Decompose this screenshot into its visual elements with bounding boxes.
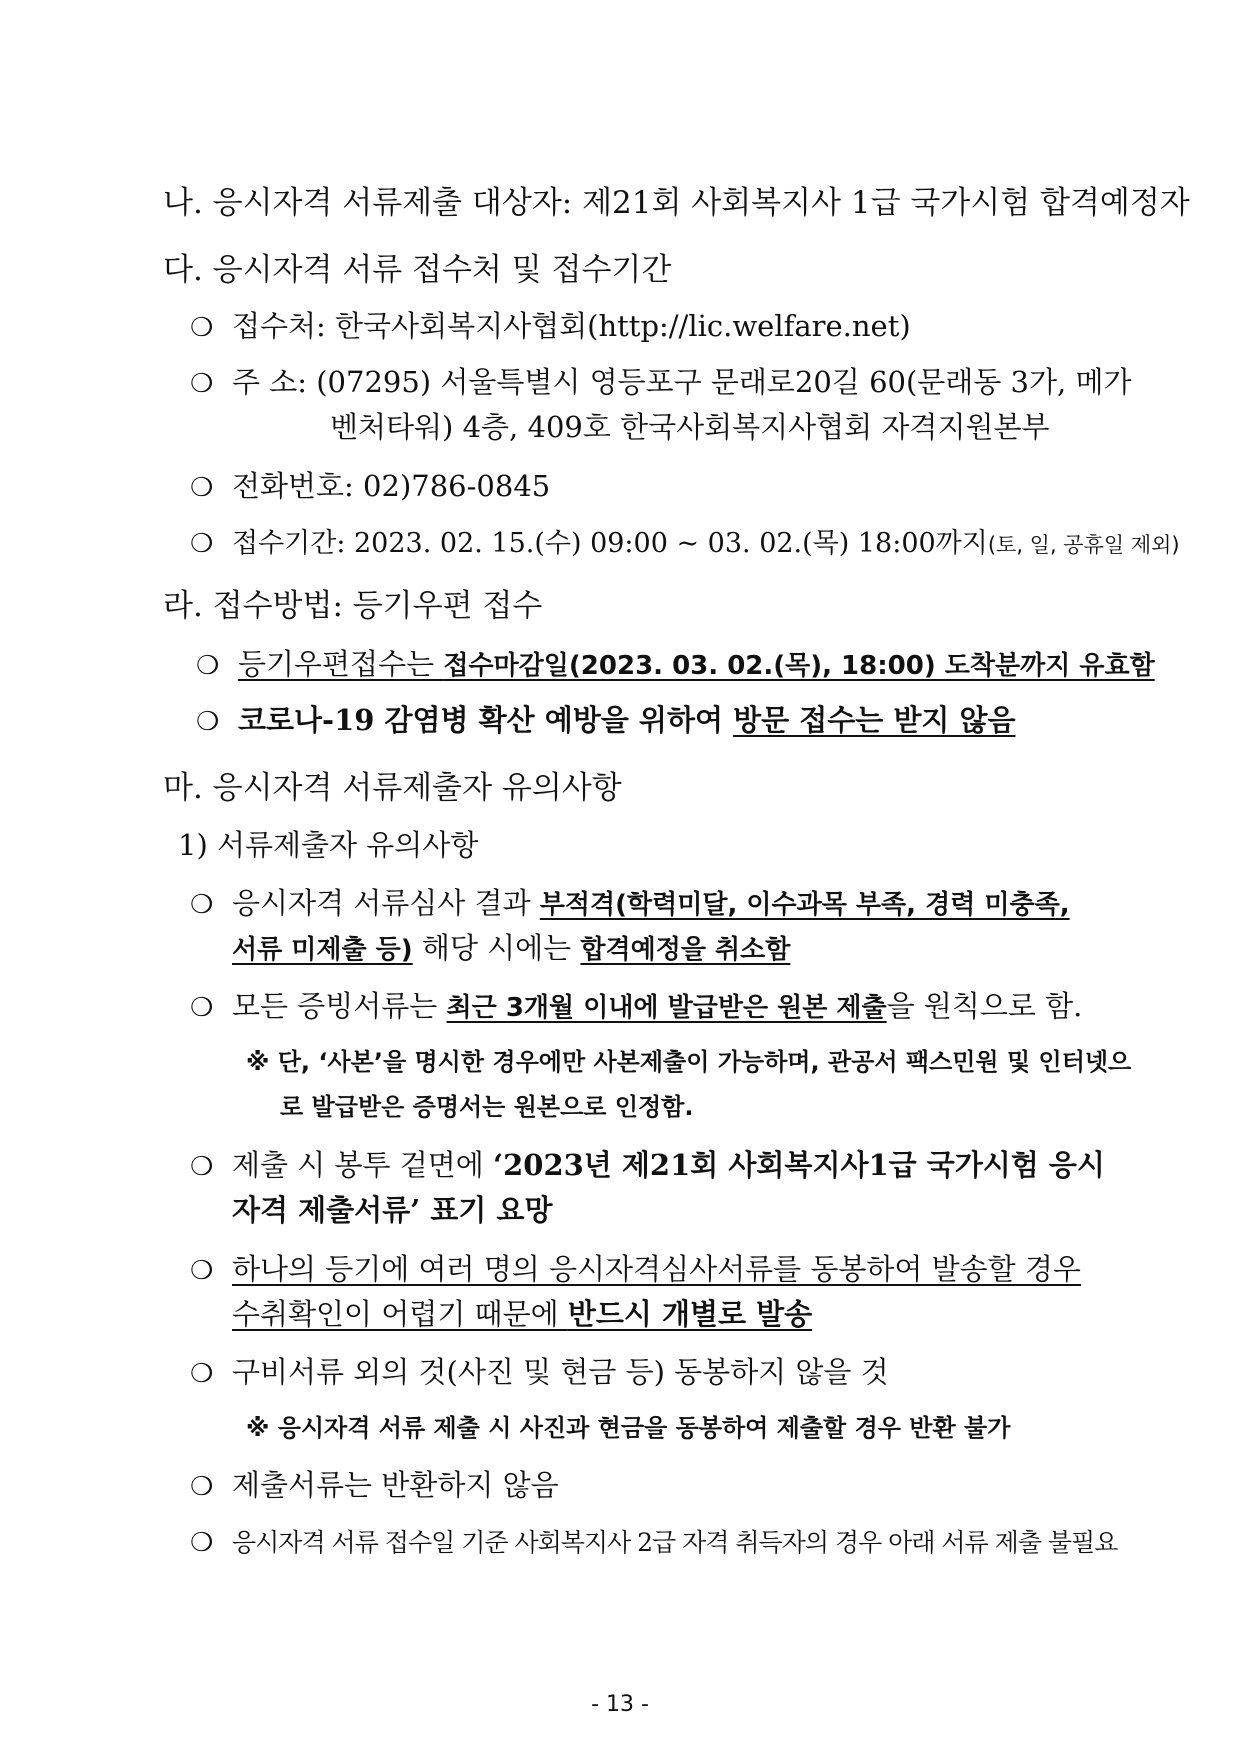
ma-item-disqualification xyxy=(190,883,1070,925)
phone-text: 전화번호: 02)786-0845 xyxy=(232,469,551,503)
bullet-icon: ❍ xyxy=(196,707,220,737)
docs-text-c: 을 원칙으로 함. xyxy=(886,989,1083,1023)
ma-subheading-1: 1) 서류제출자 유의사항 xyxy=(178,828,479,862)
note-copy-1: ※ 단, ‘사본’을 명시한 경우에만 사본제출이 가능하며, 관공서 팩스민원 및 인터넷으 xyxy=(246,1048,1132,1076)
section-ma-heading: 마. 응시자격 서류제출자 유의사항 xyxy=(163,770,622,806)
ma-item-grade2-exempt xyxy=(190,1521,1117,1563)
ma-item-disqualification-cont xyxy=(232,928,790,970)
bullet-icon: ❍ xyxy=(190,473,214,503)
send-text-a: 하나의 등기에 여러 명의 응시자격심사서류를 동봉하여 발송할 경우 xyxy=(232,1252,1081,1286)
no-return-text: 제출서류는 반환하지 않음 xyxy=(232,1468,559,1502)
bullet-icon: ❍ xyxy=(190,1256,214,1286)
bullet-icon: ❍ xyxy=(196,651,220,681)
section-ra-heading: 라. 접수방법: 등기우편 접수 xyxy=(163,588,543,624)
da-item-phone xyxy=(190,466,550,508)
bullet-icon: ❍ xyxy=(190,529,214,559)
disq-cancel: 합격예정을 취소함 xyxy=(580,935,791,965)
bullet-icon: ❍ xyxy=(190,993,214,1023)
disq-text-a: 응시자격 서류심사 결과 xyxy=(232,886,540,920)
bullet-icon: ❍ xyxy=(190,1528,214,1558)
docs-text-a: 모든 증빙서류는 xyxy=(232,989,447,1023)
ra-item-no-visit xyxy=(196,700,1016,742)
ma-item-individual-send-cont xyxy=(232,1294,812,1334)
da-item-office xyxy=(190,306,911,348)
ma-item-no-enclosure xyxy=(190,1352,889,1394)
period-note: (토, 일, 공휴일 제외) xyxy=(987,533,1180,557)
page-number: - 13 - xyxy=(591,1692,649,1717)
da-item-period xyxy=(190,522,1180,565)
deadline-text: 접수마감일(2023. 03. 02.(목), 18:00) 도착분까지 유효함 xyxy=(443,651,1155,681)
covid-text: 코로나-19 감염병 확산 예방을 위하여 xyxy=(238,703,734,737)
period-text: 접수기간: 2023. 02. 15.(수) 09:00 ~ 03. 02.(목) 18:00까지 xyxy=(232,528,988,559)
ma-item-envelope xyxy=(190,1145,1105,1187)
bullet-icon: ❍ xyxy=(190,313,214,343)
section-na-heading: 나. 응시자격 서류제출 대상자: 제21회 사회복지사 1급 국가시험 합격예정자 xyxy=(163,185,1190,221)
address-line-1: 주 소: (07295) 서울특별시 영등포구 문래로20길 60(문래동 3가, 메가 xyxy=(232,365,1132,399)
grade2-text: 응시자격 서류 접수일 기준 사회복지사 2급 자격 취득자의 경우 아래 서류 제출 불필요 xyxy=(232,1528,1118,1557)
bullet-icon: ❍ xyxy=(190,890,214,920)
da-item-address xyxy=(190,362,1131,404)
disq-text-d: 해당 시에는 xyxy=(412,931,581,965)
section-da-heading: 다. 응시자격 서류 접수처 및 접수기간 xyxy=(163,252,672,288)
bullet-icon: ❍ xyxy=(190,1152,214,1182)
bullet-icon: ❍ xyxy=(190,1359,214,1389)
registered-mail-text: 등기우편접수는 xyxy=(238,647,444,681)
enclosure-text: 구비서류 외의 것(사진 및 현금 등) 동봉하지 않을 것 xyxy=(232,1355,889,1389)
ma-item-individual-send xyxy=(190,1249,1081,1291)
no-visit-text: 방문 접수는 받지 않음 xyxy=(733,703,1016,737)
ra-item-registered-mail xyxy=(196,644,1155,686)
envelope-text-a: 제출 시 봉투 겉면에 xyxy=(232,1148,493,1182)
send-text-c: 반드시 개별로 발송 xyxy=(567,1297,813,1331)
note-no-return-items: ※ 응시자격 서류 제출 시 사진과 현금을 동봉하여 제출할 경우 반환 불가 xyxy=(246,1414,1011,1442)
docs-text-b: 최근 3개월 이내에 발급받은 원본 제출 xyxy=(446,993,887,1023)
disq-reasons-cont: 서류 미제출 등) xyxy=(232,935,413,965)
ma-item-no-return xyxy=(190,1465,559,1507)
note-copy-2: 로 발급받은 증명서는 원본으로 인정함. xyxy=(280,1093,694,1121)
office-text: 접수처: 한국사회복지사협회(http://lic.welfare.net) xyxy=(232,309,911,343)
envelope-label: ‘2023년 제21회 사회복지사1급 국가시험 응시 xyxy=(493,1148,1105,1182)
ma-item-original-docs xyxy=(190,986,1082,1028)
envelope-label-cont: 자격 제출서류’ 표기 요망 xyxy=(232,1193,553,1227)
send-text-b: 수취확인이 어렵기 때문에 xyxy=(232,1297,568,1331)
address-line-2: 벤처타워) 4층, 409호 한국사회복지사협회 자격지원본부 xyxy=(330,410,1050,444)
disq-reasons: 부적격(학력미달, 이수과목 부족, 경력 미충족, xyxy=(539,890,1070,920)
bullet-icon: ❍ xyxy=(190,1472,214,1502)
bullet-icon: ❍ xyxy=(190,369,214,399)
